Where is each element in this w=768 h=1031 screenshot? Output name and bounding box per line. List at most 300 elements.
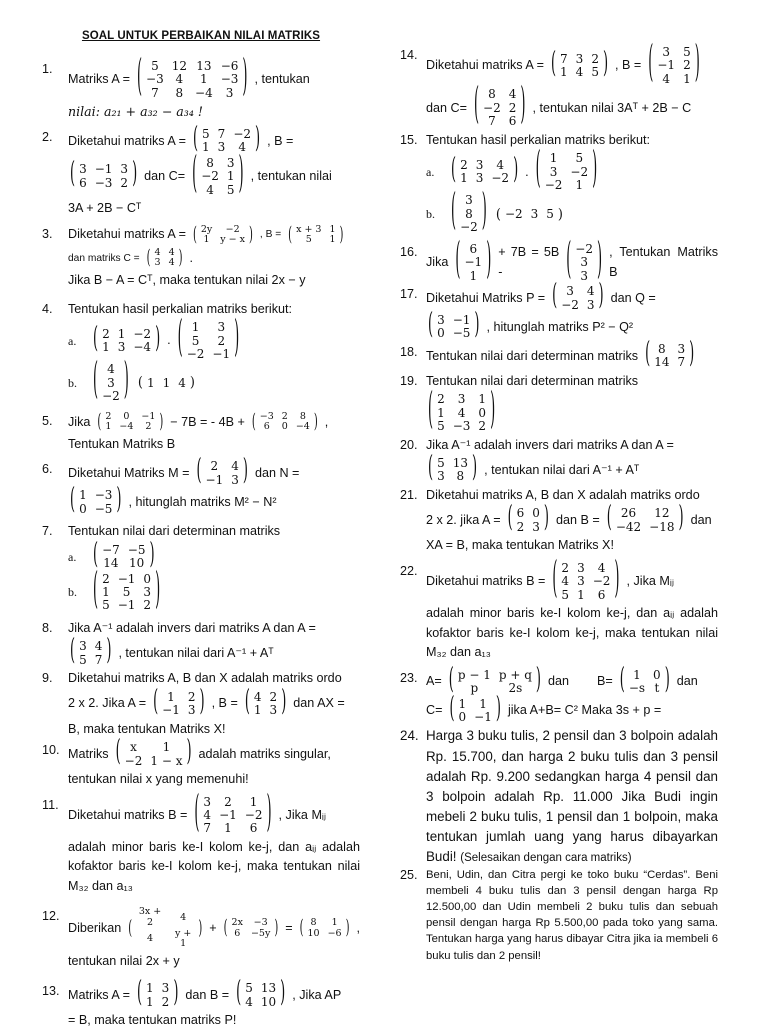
matrix-cell: 1	[203, 234, 210, 246]
matrix-a	[428, 452, 478, 486]
question-number: 23.	[400, 670, 418, 685]
matrix-cell: −7	[102, 542, 120, 557]
matrix-cell: 0	[437, 326, 445, 341]
matrix-row	[183, 321, 234, 334]
matrix-a	[192, 123, 261, 157]
question-text: 2 x 2. Jika A =	[68, 696, 147, 711]
question-text: , Jika AP	[292, 988, 342, 1003]
matrix-row	[479, 88, 520, 101]
matrix-cell: −3	[259, 410, 274, 422]
matrix-cell: 1	[633, 667, 641, 682]
matrix-a	[507, 503, 549, 537]
matrix-cell: −1	[657, 58, 676, 73]
question-text: C=	[426, 703, 443, 718]
matrix-grid	[571, 243, 597, 283]
matrix-row	[143, 373, 190, 393]
question-text: dan AX =	[293, 696, 345, 711]
right-bracket: )	[234, 314, 240, 365]
left-bracket: (	[288, 223, 293, 246]
matrix-cell: y − x	[220, 234, 246, 246]
matrix-n	[70, 484, 122, 518]
matrix-cell: −1	[452, 312, 471, 327]
right-bracket: )	[689, 338, 695, 372]
matrix-cell: −5	[127, 542, 146, 557]
matrix-row	[612, 521, 679, 534]
question-text: ,	[324, 414, 329, 429]
left-bracket: (	[70, 484, 76, 518]
matrix-row	[612, 507, 679, 520]
matrix-row	[197, 157, 238, 170]
matrix-row	[433, 470, 472, 483]
matrix-cell: 4	[168, 257, 175, 269]
matrix-cell: −2	[102, 389, 120, 404]
matrix-grid	[612, 507, 679, 534]
question-20	[400, 436, 718, 484]
matrix-a	[193, 225, 253, 246]
matrix-cell: 3	[465, 193, 473, 208]
matrix-row	[454, 682, 536, 695]
matrix	[455, 236, 492, 286]
matrix-cell: −1	[94, 162, 113, 177]
matrix-row	[433, 407, 490, 420]
right-bracket: )	[678, 503, 684, 537]
matrix-cell: y + 1	[175, 927, 192, 950]
matrix-cell: 2	[561, 560, 570, 575]
matrix-cell: 3	[475, 157, 484, 172]
question-text: jika A+B= C² Maka 3s + p =	[507, 703, 662, 718]
matrix-row	[199, 822, 266, 835]
matrix-c	[147, 248, 183, 269]
matrix-cell: 4	[168, 246, 175, 258]
matrix-row	[197, 170, 238, 183]
question-text: dan	[676, 674, 698, 689]
left-bracket: (	[137, 374, 143, 392]
matrix-cell: 1	[146, 981, 154, 996]
matrix-cell: −5y	[250, 927, 271, 939]
question-text: , tentukan	[254, 72, 310, 87]
question-text: , tentukan nilai dari A⁻¹ + Aᵀ	[118, 646, 274, 661]
question-text: Jika A⁻¹ adalah invers dari matriks A dan A =	[426, 437, 674, 452]
matrix-cell: −2	[575, 241, 593, 256]
question-text: tentukan nilai x yang memenuhi!	[68, 772, 249, 787]
left-bracket: (	[566, 236, 572, 286]
right-bracket: )	[281, 686, 287, 720]
right-bracket: )	[339, 223, 344, 246]
matrix-cell: 1	[224, 821, 232, 836]
matrix	[428, 386, 496, 437]
matrix-row	[250, 691, 281, 704]
matrix-row	[199, 796, 266, 809]
question-19	[400, 372, 718, 437]
right-bracket: )	[694, 39, 700, 89]
matrix-cell: x + 3	[296, 223, 322, 235]
matrix-row	[625, 682, 665, 695]
matrix-c	[192, 150, 244, 200]
right-bracket: )	[155, 566, 161, 616]
matrix-cell: −4	[295, 421, 310, 433]
sub-label: b.	[68, 585, 77, 600]
question-text: Tentukan nilai dari determinan matriks	[68, 524, 281, 539]
matrix	[136, 53, 248, 103]
matrix-grid	[433, 314, 474, 341]
matrix-cell: −2	[544, 178, 563, 193]
matrix-grid	[75, 640, 106, 667]
right-bracket: )	[186, 736, 192, 770]
question-text: dan Q =	[610, 290, 656, 305]
matrix	[535, 145, 598, 196]
matrix-cell: 2	[145, 421, 152, 433]
question-number: 21.	[400, 487, 418, 502]
matrix-cell: −42	[615, 519, 642, 534]
matrix-row	[132, 907, 198, 928]
left-bracket: (	[251, 410, 256, 433]
left-bracket: (	[115, 736, 121, 770]
matrix-row	[75, 163, 132, 176]
matrix-row	[433, 457, 472, 470]
matrix-a	[448, 664, 541, 698]
question-text: , B =	[615, 58, 642, 73]
matrix-a	[70, 636, 112, 670]
question-text: dan C=	[426, 100, 467, 115]
matrix-cell: 14	[103, 556, 119, 571]
matrix-cell: 8	[206, 155, 214, 170]
matrix-row	[653, 59, 694, 72]
question-text: , B =	[259, 229, 282, 241]
matrix-cell: 8	[658, 341, 666, 356]
question-number: 14.	[400, 48, 418, 62]
matrix-cell: −2	[201, 169, 219, 184]
matrix-cell: 4	[107, 362, 115, 377]
matrix-cell: 5	[305, 234, 312, 246]
question-text: , tentukan nilai 3Aᵀ + 2B − C	[532, 100, 692, 115]
question-number: 4.	[42, 301, 53, 316]
matrix-cell: 3	[161, 981, 170, 996]
question-text: Diketahui matriks A =	[426, 58, 544, 73]
right-bracket: )	[266, 789, 272, 839]
matrix-row	[433, 420, 490, 433]
matrix-grid	[241, 982, 280, 1009]
matrix-cell: 2	[224, 794, 232, 809]
matrix-cell: 3	[120, 162, 129, 177]
right-bracket: )	[597, 236, 603, 286]
matrix-cell: 6	[234, 927, 241, 939]
matrix-cell: 3	[187, 703, 196, 718]
matrix-row	[256, 422, 314, 433]
matrix-cell: 5	[202, 126, 210, 141]
matrix-cell: 1	[253, 703, 262, 718]
matrix-row	[198, 128, 255, 141]
matrix-cell: 2	[516, 519, 525, 534]
question-15	[400, 131, 718, 238]
matrix-cell: 4	[180, 911, 187, 923]
matrix-cell: 1	[479, 696, 487, 711]
matrix-cell: 1	[469, 268, 478, 283]
question-text: Tentukan Matriks B	[68, 436, 176, 451]
matrix-cell: 3	[143, 585, 152, 600]
matrix-grid	[197, 225, 249, 246]
matrix-row	[303, 929, 345, 940]
matrix-row	[98, 557, 149, 570]
matrix-cell: 2	[161, 994, 170, 1009]
left-bracket: (	[550, 48, 557, 82]
matrix-grid	[433, 393, 490, 433]
matrix-cell: 1	[102, 585, 110, 600]
question-17	[400, 280, 718, 343]
matrix-cell: −1	[474, 710, 492, 724]
matrix-cell: −2	[124, 753, 143, 768]
question-text: dan C=	[144, 169, 186, 184]
matrix-row	[571, 243, 597, 256]
question-text: Diketahui matriks A =	[68, 227, 186, 242]
matrix-row	[460, 243, 486, 256]
matrix-cell: 0	[143, 571, 152, 586]
right-column	[400, 39, 718, 964]
matrix-row	[433, 393, 490, 406]
matrix-cell: 3	[269, 703, 278, 718]
matrix-cell: −2	[561, 297, 579, 312]
matrix-row	[541, 152, 592, 165]
matrix-cell: 3	[577, 574, 585, 589]
matrix-grid	[256, 412, 314, 433]
matrix-cell: 0	[281, 421, 288, 433]
left-bracket: (	[428, 452, 434, 486]
matrix-cell: 8	[299, 410, 306, 422]
question-23	[400, 664, 718, 727]
page-title: SOAL UNTUK PERBAIKAN NILAI MATRIKS	[81, 30, 321, 42]
question-4	[42, 300, 360, 407]
matrix-row	[75, 489, 116, 502]
right-bracket: )	[495, 693, 501, 727]
matrix-row	[98, 599, 155, 612]
matrix-b	[194, 789, 272, 839]
matrix-cell: 5	[575, 151, 584, 166]
matrix	[177, 314, 240, 365]
question-text: adalah matriks singular,	[198, 746, 331, 761]
matrix-cell: 10	[307, 927, 320, 939]
question-number: 6.	[42, 462, 53, 477]
question-text: + 7B = 5B -	[498, 245, 560, 279]
matrix-cell: 0	[478, 405, 487, 420]
matrix-p	[552, 280, 604, 314]
sub-label: a.	[68, 333, 77, 348]
question-text: XA = B, maka tentukan Matriks X!	[426, 538, 614, 553]
matrix	[93, 356, 129, 407]
question-text: , tentukan nilai	[250, 169, 332, 184]
matrix-cell: 4	[496, 157, 505, 172]
matrix-row	[183, 335, 234, 348]
matrix-grid	[197, 157, 238, 197]
matrix-row	[98, 377, 124, 390]
matrix-cell: −3	[94, 175, 113, 190]
left-bracket: (	[473, 81, 480, 132]
right-bracket: )	[116, 484, 122, 518]
matrix-cell: −2	[186, 346, 205, 361]
operator: =	[285, 920, 293, 935]
matrix	[115, 736, 192, 770]
matrix-cell: 4	[203, 808, 212, 823]
matrix-row	[292, 235, 339, 246]
right-bracket: )	[592, 145, 598, 196]
matrix-cell: 3	[117, 340, 126, 355]
question-21	[400, 486, 718, 556]
matrix-cell: 1	[683, 71, 691, 86]
matrix-grid	[541, 152, 592, 192]
matrix-cell: 8	[465, 206, 473, 221]
matrix-cell: 0	[653, 667, 661, 682]
matrix-grid	[557, 285, 598, 312]
left-bracket: (	[552, 555, 558, 605]
right-bracket: )	[486, 236, 492, 286]
matrix-cell: 12	[654, 506, 670, 521]
matrix-cell: 2x	[231, 917, 243, 929]
matrix-row	[158, 704, 199, 717]
matrix-cell: 2	[120, 175, 129, 190]
question-text: , B =	[211, 696, 238, 711]
matrix	[252, 412, 318, 433]
matrix-cell: 3x + 2	[138, 906, 162, 929]
matrix-row	[142, 87, 242, 100]
matrix-b	[619, 664, 670, 698]
matrix	[138, 373, 195, 393]
matrix-cell: 3	[586, 297, 595, 312]
right-bracket: )	[513, 154, 519, 188]
matrix-row	[199, 809, 266, 822]
matrix-cell: 1	[146, 375, 155, 390]
question-text: , Jika Mᵢⱼ	[278, 807, 327, 822]
right-bracket: )	[598, 280, 604, 314]
matrix-grid	[98, 573, 155, 613]
question-3	[42, 225, 360, 291]
left-bracket: (	[495, 205, 501, 223]
matrix-grid	[228, 918, 275, 939]
matrix-cell: 4	[561, 574, 570, 589]
question-text: , hitunglah matriks P² − Q²	[486, 319, 634, 334]
matrix-row	[241, 996, 280, 1009]
left-bracket: (	[192, 150, 198, 200]
matrix-row	[101, 422, 159, 433]
matrix-grid	[653, 46, 694, 86]
question-note: (Selesaikan dengan cara matriks)	[460, 852, 632, 865]
left-bracket: (	[428, 309, 434, 343]
matrix-cell: −2	[483, 100, 501, 115]
matrix-cell: 3	[437, 312, 445, 327]
matrix	[93, 539, 155, 573]
matrix-row	[250, 704, 281, 717]
left-bracket: (	[244, 686, 250, 720]
question-number: 13.	[42, 984, 60, 999]
right-bracket: )	[474, 309, 480, 343]
matrix-cell: −2	[233, 126, 252, 141]
question-text: B, maka tentukan Matriks X!	[68, 721, 226, 736]
matrix-cell: 2	[478, 419, 487, 434]
matrix-cell: 6	[249, 821, 258, 836]
question-number: 2.	[42, 129, 53, 144]
matrix-a	[550, 48, 609, 82]
question-text: A=	[426, 674, 442, 689]
matrix-row	[142, 60, 242, 73]
left-bracket: (	[93, 566, 99, 616]
right-bracket: )	[132, 159, 138, 193]
matrix-cell: 26	[620, 506, 637, 521]
question-6	[42, 456, 360, 518]
matrix-row	[479, 102, 520, 115]
question-number: 24.	[400, 728, 419, 744]
matrix-cell: 3	[575, 51, 584, 66]
matrix-cell: 2	[460, 157, 468, 172]
matrix-cell: −4	[133, 340, 152, 355]
matrix-b	[648, 39, 700, 89]
right-bracket: )	[173, 978, 179, 1012]
matrix-row	[557, 575, 614, 588]
question-number: 11.	[42, 797, 59, 812]
matrix-cell: 4	[238, 140, 246, 155]
matrix-cell: 5	[122, 585, 131, 600]
matrix-cell: 4	[94, 639, 103, 654]
matrix-cell: 2	[210, 459, 219, 474]
matrix-row	[75, 177, 132, 190]
left-bracket: (	[648, 39, 654, 89]
matrix-grid	[513, 507, 544, 534]
matrix-cell: 4	[662, 71, 671, 86]
right-bracket: )	[543, 503, 549, 537]
matrix-cell: 3	[226, 155, 235, 170]
matrix-cell: 0	[123, 410, 130, 422]
matrix-grid	[199, 796, 266, 836]
matrix-q	[428, 309, 480, 343]
question-number: 19.	[400, 373, 418, 388]
matrix-grid	[98, 544, 149, 571]
matrix-cell: 5	[79, 652, 87, 667]
question-text: − 7B = - 4B +	[170, 414, 245, 429]
matrix-cell: 2	[102, 326, 110, 341]
left-bracket: (	[70, 636, 76, 670]
matrix-cell: 3	[79, 639, 87, 654]
matrix-cell: −1	[464, 255, 483, 270]
left-bracket: (	[192, 223, 197, 246]
right-bracket: )	[249, 223, 253, 246]
matrix-row	[202, 460, 243, 473]
matrix-c	[449, 693, 501, 727]
right-bracket: )	[274, 917, 279, 940]
matrix-m	[196, 456, 248, 490]
left-bracket: (	[146, 246, 151, 269]
matrix-grid	[142, 60, 242, 100]
left-column	[42, 30, 360, 1031]
question-12	[42, 907, 360, 971]
question-text: 3A + 2B − Cᵀ	[68, 201, 142, 216]
matrix-cell: 7	[151, 85, 159, 100]
question-2	[42, 123, 360, 219]
right-bracket: )	[345, 917, 350, 940]
matrix-cell: 3	[549, 164, 558, 179]
matrix-cell: 3	[662, 45, 671, 59]
matrix-cell: 3	[475, 171, 484, 186]
question-text: ,	[356, 920, 360, 935]
question-text: Matriks A =	[68, 988, 130, 1003]
matrix-row	[228, 929, 275, 940]
matrix-row	[202, 474, 243, 487]
matrix-row	[121, 755, 187, 768]
matrix-cell: 2	[683, 58, 691, 73]
matrix-cell: −3	[146, 72, 164, 87]
matrix-cell: x	[130, 740, 137, 755]
matrix-cell: p − 1	[457, 667, 491, 682]
matrix-cell: 4	[586, 284, 595, 299]
question-text: Tentukan hasil perkalian matriks berikut:	[426, 132, 650, 147]
matrix-row	[455, 698, 496, 711]
matrix-cell: 2	[102, 571, 110, 586]
right-bracket: )	[155, 323, 161, 357]
